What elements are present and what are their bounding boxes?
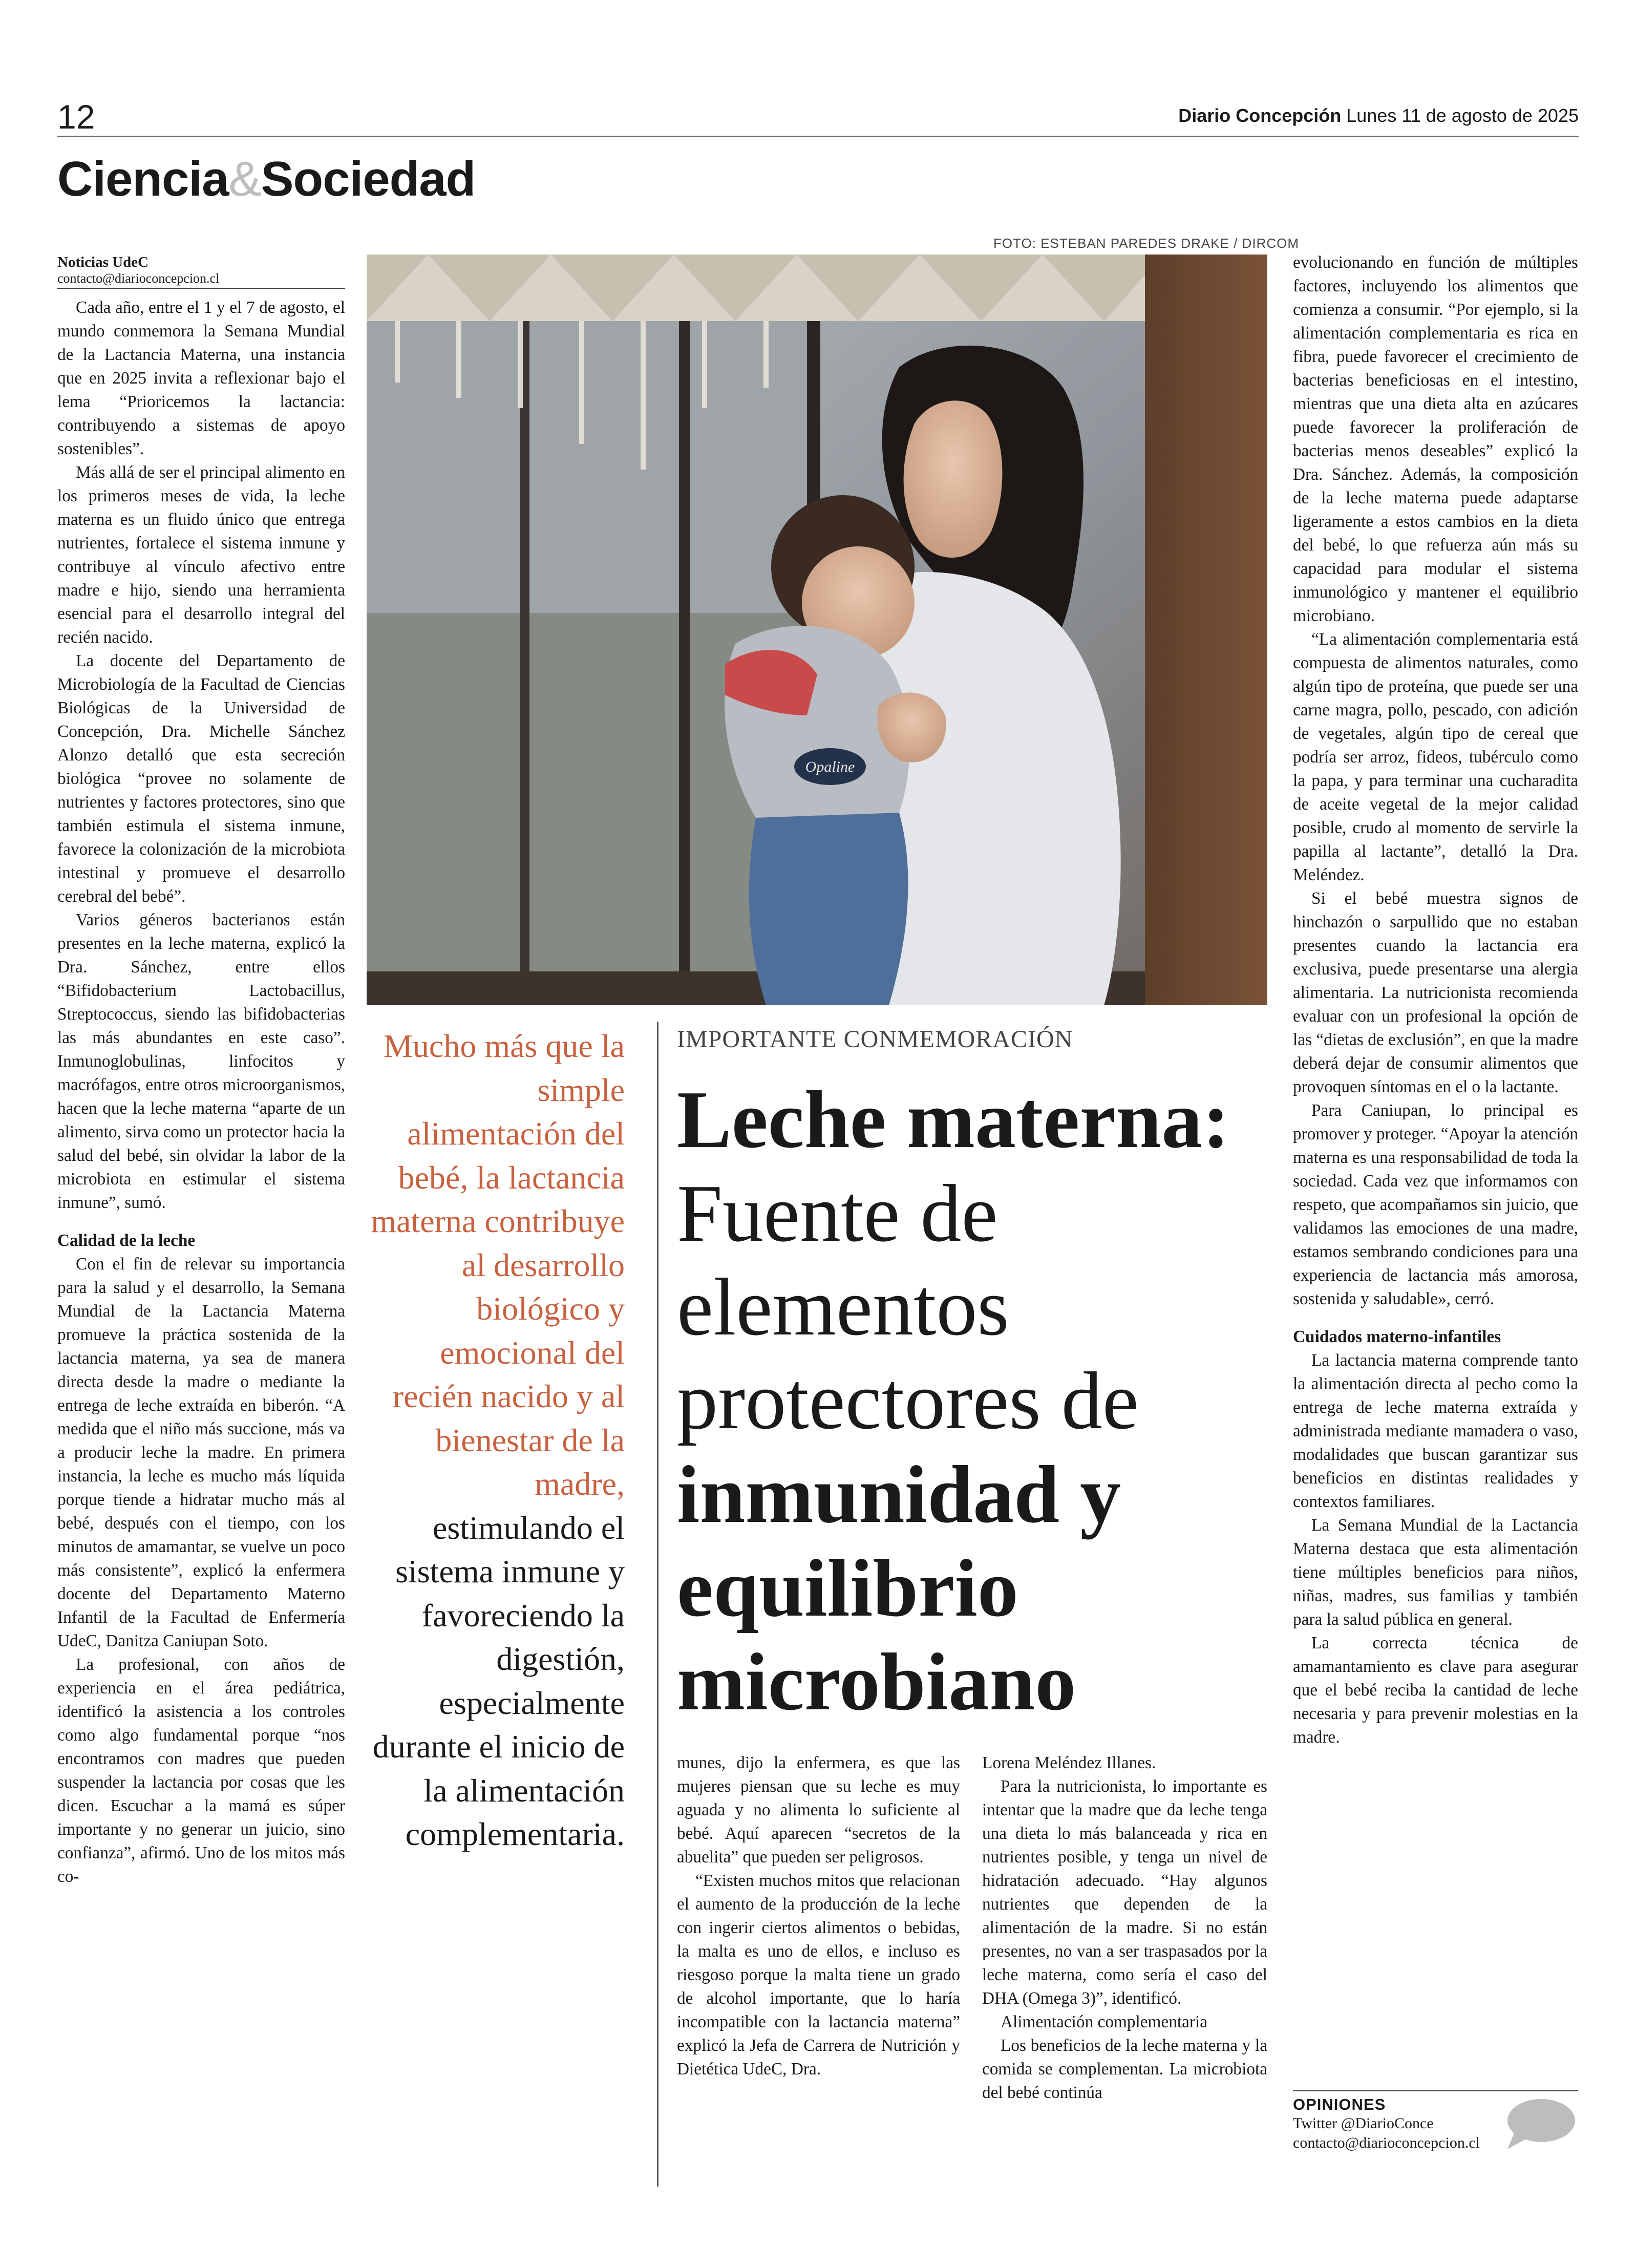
paragraph: “La alimentación complementaria está compuesta de alimentos naturales, como algún tipo de proteína, que puede ser una carne magra, pollo, pescado, con adición de vegetales, algún tipo de cereal que podría ser arroz, fideos, tubérculo como la papa, y para terminar una cucharadita de aceite vegetal de la mejor calidad posible, crudo al momento de servirle la papilla al lactante”, detalló la Dra. Meléndez. xyxy=(1293,630,1578,884)
paragraph: munes, dijo la enfermera, es que las mujeres piensan que su leche es muy aguada y no alimenta lo suficiente al bebé. Aquí aparecen “secretos de la abuelita” que pueden ser peligrosos. xyxy=(677,1753,960,1867)
headline xyxy=(677,1073,1271,1729)
paragraph: Cada año, entre el 1 y el 7 de agosto, el mundo conmemora la Semana Mundial de la Lactancia Materna, una instancia que en 2025 invita a reflexionar bajo el lema “Prioricemos la lactancia: contribuyendo a sistemas de apoyo sostenibles”. xyxy=(57,298,345,458)
mother-baby-photo xyxy=(367,255,1267,1005)
headline-bold-2: inmunidad y equilibrio microbiano xyxy=(677,1449,1121,1727)
opinions-twitter: Twitter @DiarioConce xyxy=(1293,2115,1434,2132)
speech-bubble-icon xyxy=(1504,2096,1576,2152)
paragraph: evolucionando en función de múltiples factores, incluyendo los alimentos que comienza a consumir. “Por ejemplo, si la alimentación complementaria es rica en fibra, puede favorecer el crecimiento de bacterias beneficiosas en el intestino, mientras que una dieta alta en azúcares puede favorecer la proliferación de bacterias menos deseables” explicó la Dra. Sánchez. Además, la composición de la leche materna puede adaptarse ligeramente a estos cambios en la dieta del bebé, lo que refuerza aún más su capacidad para modular el sistema inmunológico y mantener el equilibrio microbiano. xyxy=(1293,253,1578,625)
paragraph: La profesional, con años de experiencia en el área pediátrica, identificó la asistencia a los controles como algo fundamental porque “nos encontramos con madres que pueden suspender la lactancia por cosas que les dicen. Escuchar a la mamá es súper importante y no generar un juicio, sino confianza”, afirmó. Uno de los mitos más co- xyxy=(57,1655,345,1886)
byline-email: contacto@diarioconcepcion.cl xyxy=(57,271,220,286)
paper-name: Diario Concepción xyxy=(1178,105,1342,126)
column-rule xyxy=(657,1022,658,2187)
article-column-2 xyxy=(677,1751,960,2181)
mini-heading: Alimentación complementaria xyxy=(1001,2012,1208,2031)
page-number: 12 xyxy=(57,98,95,136)
header-rule xyxy=(57,136,1579,137)
pull-quote-continuation: estimulando el sistema inmune y favoreciendo la digestión, especialmente durante el inicio de la alimentación complementaria. xyxy=(372,1509,625,1852)
paragraph: Para Caniupan, lo principal es promover y proteger. “Apoyar la atención materna es una responsabilidad de toda la sociedad. Cada vez que informamos con respeto, que acompañamos sin juicio, que validamos las emociones de una madre, estamos sembrando condiciones para una experiencia de lactancia más amorosa, sostenida y saludable», cerró. xyxy=(1293,1101,1578,1308)
paragraph: Los beneficios de la leche materna y la comida se complementan. La microbiota del bebé continúa xyxy=(982,2036,1267,2102)
headline-bold-1: Leche materna: xyxy=(677,1074,1230,1165)
article-column-3 xyxy=(982,1751,1267,2181)
section-ampersand: & xyxy=(228,152,261,206)
paragraph: La docente del Departamento de Microbiología de la Facultad de Ciencias Biológicas de la Universidad de Concepción, Dra. Michelle Sánchez Alonzo detalló que esta secreción biológica “provee no solamente de nutrientes y factores protectores, sino que también estimula el sistema inmune, favorece la colonización de la microbiota intestinal y promueve el desarrollo cerebral del bebé”. xyxy=(57,651,345,906)
byline-rule xyxy=(57,288,345,289)
paragraph: Varios géneros bacterianos están presentes en la leche materna, explicó la Dra. Sánchez, entre ellos “Bifidobacterium Lactobacillus, Streptococcus, siendo las bifidobacterias las más abundantes en este caso”. Inmunoglobulinas, linfocitos y macrófagos, entre otros microorganismos, hacen que la leche materna “aparte de un alimento, sirva como un protector hacia la salud del bebé, sin olvidar la labor de la microbiota en estimular el sistema inmune”, sumó. xyxy=(57,910,345,1212)
article-column-4 xyxy=(1293,251,1578,2105)
paragraph: La Semana Mundial de la Lactancia Materna destaca que esta alimentación tiene múltiples beneficios para niños, niñas, madres, sus familias y también para la salud pública en general. xyxy=(1293,1516,1578,1629)
photo-credit: FOTO: ESTEBAN PAREDES DRAKE / DIRCOM xyxy=(993,236,1300,251)
section-title xyxy=(57,151,475,207)
section-main: Ciencia xyxy=(57,152,229,206)
paragraph: “Existen muchos mitos que relacionan el aumento de la producción de la leche con ingerir ciertos alimentos o bebidas, la malta es uno de ellos, e incluso es riesgoso porque la malta tiene un grado de alcohol importante, que lo haría incompatible con la lactancia materna” explicó la Jefa de Carrera de Nutrición y Dietética UdeC, Dra. xyxy=(677,1871,960,2079)
article-column-1 xyxy=(57,296,345,2201)
issue-date: Lunes 11 de agosto de 2025 xyxy=(1346,105,1579,126)
paragraph: Lorena Meléndez Illanes. xyxy=(982,1753,1156,1772)
opinions-title: OPINIONES xyxy=(1293,2095,1386,2113)
masthead xyxy=(1178,105,1579,126)
opinions-email: contacto@diarioconcepcion.cl xyxy=(1293,2134,1480,2151)
opinions-rule xyxy=(1293,2090,1578,2091)
subheading-calidad: Calidad de la leche xyxy=(57,1231,196,1250)
kicker: IMPORTANTE CONMEMORACIÓN xyxy=(677,1026,1073,1053)
byline-name: Noticias UdeC xyxy=(57,254,149,270)
paragraph: La correcta técnica de amamantamiento es clave para asegurar que el bebé reciba la cantidad de leche necesaria y para prevenir molestias en la madre. xyxy=(1293,1634,1578,1747)
headline-regular: Fuente de elementos protectores de xyxy=(677,1168,1139,1446)
section-second: Sociedad xyxy=(261,152,476,206)
opinions-box xyxy=(1293,2095,1518,2153)
paragraph: Más allá de ser el principal alimento en los primeros meses de vida, la leche materna es un fluido único que entrega nutrientes, fortalece el sistema inmune y contribuye al vínculo afectivo entre madre e hijo, siendo una herramienta esencial para el desarrollo integral del recién nacido. xyxy=(57,463,345,647)
subheading-cuidados: Cuidados materno-infantiles xyxy=(1293,1327,1501,1346)
paragraph: La lactancia materna comprende tanto la alimentación directa al pecho como la entrega de leche materna extraída y administrada mediante mamadera o vaso, modalidades que buscan garantizar sus beneficios en distintas realidades y contextos familiares. xyxy=(1293,1351,1578,1511)
onesie-label: Opaline xyxy=(805,758,855,775)
paragraph: Para la nutricionista, lo importante es intentar que la madre que da leche tenga una dieta lo más balanceada y rica en nutrientes posible, y tenga un nivel de hidratación adecuado. “Hay algunos nutrientes que dependen de la alimentación de la madre. Si no están presentes, no van a ser traspasados por la leche materna, como sería el caso del DHA (Omega 3)”, identificó. xyxy=(982,1777,1267,2008)
paragraph: Si el bebé muestra signos de hinchazón o sarpullido que no estaban presentes cuando la lactancia era exclusiva, puede presentarse una alergia alimentaria. La nutricionista recomienda evaluar con un profesional la opción de las “dietas de exclusión”, en que la madre deberá dejar de consumir alimentos que provoquen síntomas en el o la lactante. xyxy=(1293,889,1578,1096)
byline xyxy=(57,254,345,286)
pull-quote xyxy=(367,1024,625,1856)
pull-quote-highlight: Mucho más que la simple alimentación del bebé, la lactancia materna contribuye al desarrollo biológico y emocional del recién nacido y al bienestar de la madre, xyxy=(371,1028,625,1502)
paragraph: Con el fin de relevar su importancia para la salud y el desarrollo, la Semana Mundial de la Lactancia Materna promueve la práctica sostenida de la lactancia materna, ya sea de manera directa desde la madre o mediante la entrega de leche extraída en biberón. “A medida que el niño más succione, más va a producir leche la madre. En primera instancia, la leche es mucho más líquida porque tiende a hidratar mucho más al bebé, después con el tiempo, con los minutos de amamantar, se vuelve un poco más consistente”, explicó la enfermera docente del Departamento Materno Infantil de la Facultad de Enfermería UdeC, Danitza Caniupan Soto. xyxy=(57,1255,345,1650)
